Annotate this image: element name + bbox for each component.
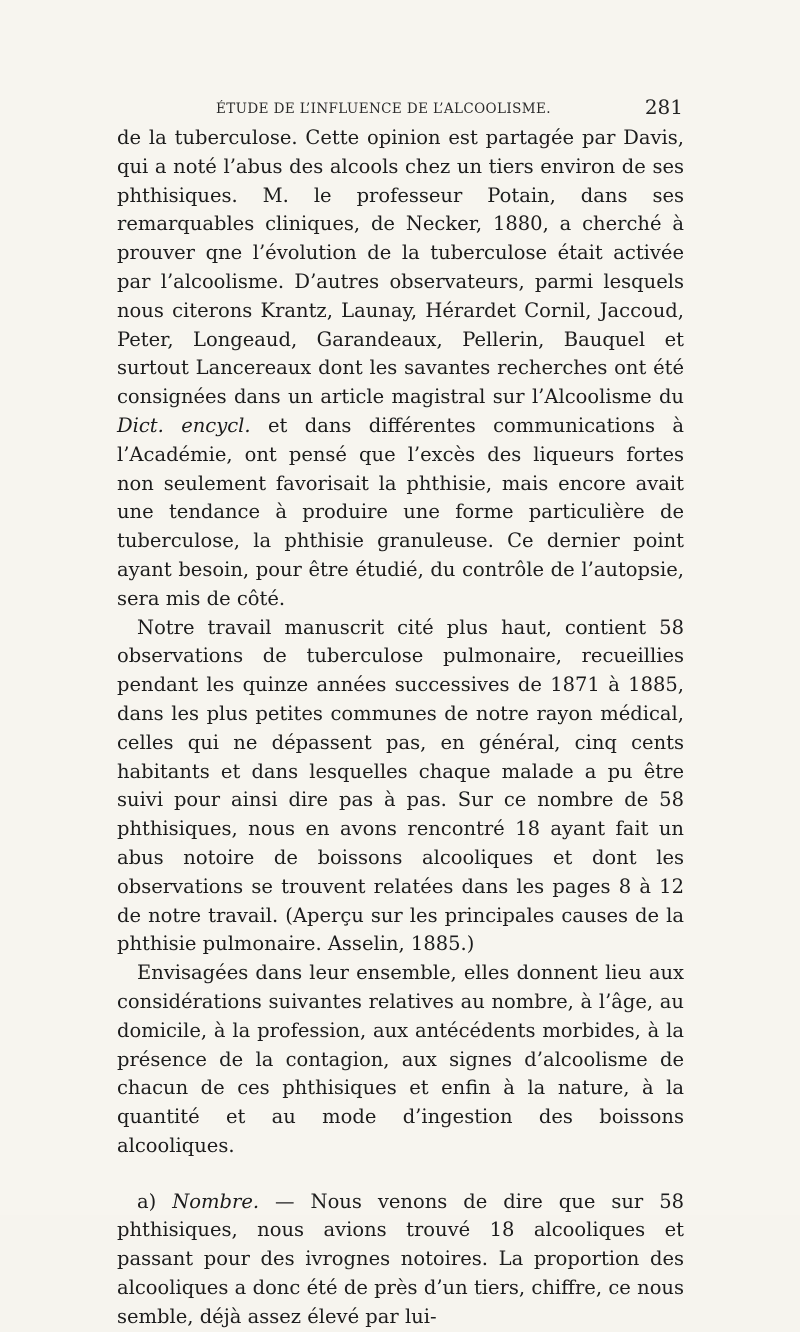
- page-number: 281: [644, 95, 683, 119]
- paragraph-gap: [117, 1161, 684, 1188]
- page-body: [117, 124, 684, 1332]
- section-heading: Nombre.: [172, 1189, 260, 1213]
- paragraph-4: [117, 1188, 684, 1332]
- reference-title: Dict. encycl.: [117, 413, 251, 437]
- paragraph-1-part-b: et dans différentes communications à l’Académie, ont pensé que l’excès des liqueurs fortes non seulement favorisait la phthisie, mais encore avait une tendance à produire une forme particulière de tuberculose, la phthisie granuleuse. Ce dernier point ayant besoin, pour être étudié, du contrôle de l’autopsie, sera mis de côté.: [117, 413, 685, 610]
- paragraph-4-text: — Nous venons de dire que sur 58 phthisiques, nous avions trouvé 18 alcooliques et passant pour des ivrognes notoires. La proportion des alcooliques a donc été de près d’un tiers, chiffre, ce nous semble, déjà assez élevé par lui-: [117, 1189, 685, 1328]
- page-header: [118, 95, 683, 125]
- paragraph-1-part-a: de la tuberculose. Cette opinion est partagée par Davis, qui a noté l’abus des alcools chez un tiers environ de ses phthisiques. M. le professeur Potain, dans ses remarquables cliniques, de Necker, 1880, a cherché à prouver qne l’évolution de la tuberculose était activée par l’alcoolisme. D’autres observateurs, parmi lesquels nous citerons Krantz, Launay, Hérardet Cornil, Jaccoud, Peter, Longeaud, Garandeaux, Pellerin, Bauquel et surtout Lancereaux dont les savantes recherches ont été consignées dans un article magistral sur l’Alcoolisme du: [117, 126, 684, 409]
- paragraph-3: Envisagées dans leur ensemble, elles donnent lieu aux considérations suivantes relatives au nombre, à l’âge, au domicile, à la profession, aux antécédents morbides, à la présence de la contagion, aux signes d’alcoolisme de chacun de ces phthisiques et enfin à la nature, à la quantité et au mode d’ingestion des boissons alcooliques.: [117, 961, 684, 1157]
- running-head: ÉTUDE DE L’INFLUENCE DE L’ALCOOLISME.: [216, 101, 551, 117]
- paragraph-2: Notre travail manuscrit cité plus haut, contient 58 observations de tuberculose pulmonaire, recueillies pendant les quinze années successives de 1871 à 1885, dans les plus petites communes de notre rayon médical, celles qui ne dépassent pas, en général, cinq cents habitants et dans lesquelles chaque malade a pu être suivi pour ainsi dire pas à pas. Sur ce nombre de 58 phthisiques, nous en avons rencontré 18 ayant fait un abus notoire de boissons alcooliques et dont les observations se trouvent relatées dans les pages 8 à 12 de notre travail. (Aperçu sur les principales causes de la phthisie pulmonaire. Asselin, 1885.): [117, 615, 684, 956]
- section-label: a): [137, 1189, 157, 1213]
- paragraph-1: [117, 124, 684, 614]
